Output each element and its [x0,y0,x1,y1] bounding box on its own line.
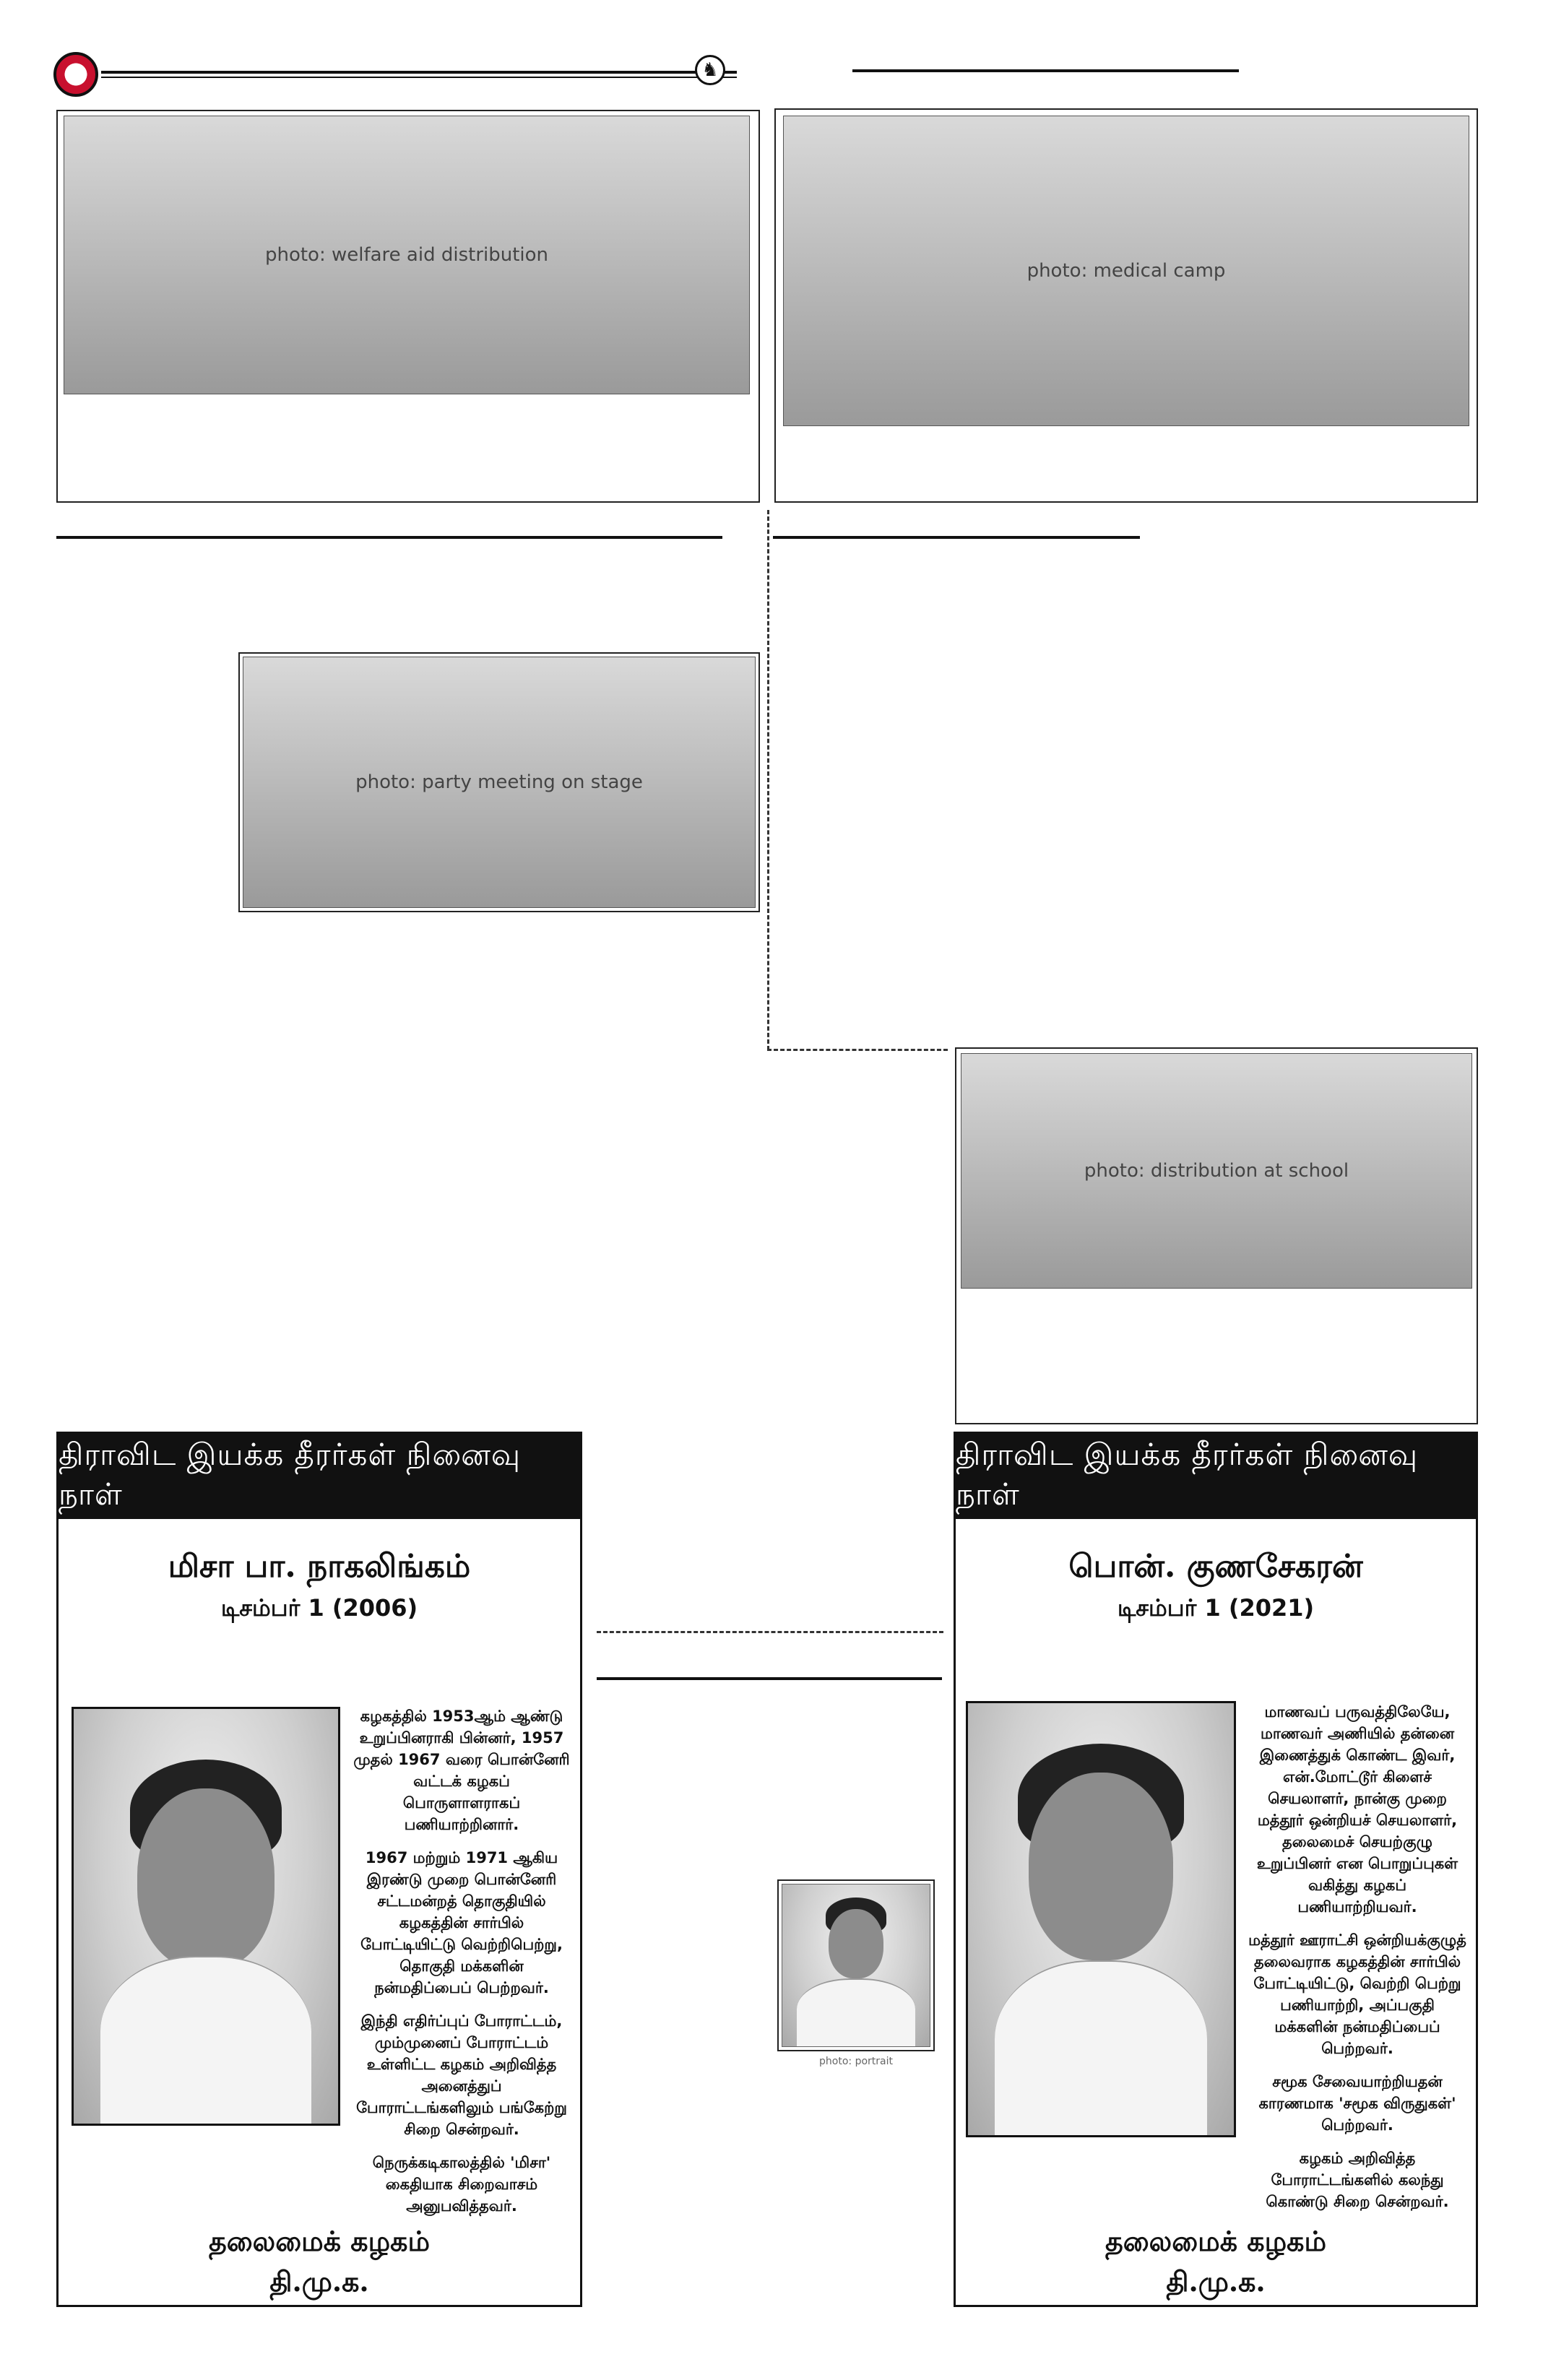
medical-camp-photo: photo: medical camp [783,116,1469,426]
rising-sun-icon [53,52,98,97]
small-portrait-photo [782,1884,930,2047]
hall-meeting-photo: photo: party meeting on stage [243,657,756,908]
memorial-heading: திராவிட இயக்க தீரர்கள் நினைவு நாள் [59,1434,580,1519]
memorial-bio-right: மாணவப் பருவத்திலேயே, மாணவர் அணியில் தன்னை இணைத்துக் கொண்ட இவர், என்.மோட்டூர் கிளைச் செயலாளர், நான்கு முறை மத்தூர் ஒன்றியச் செயலாளர், தலைமைச் செயற்குழு உறுப்பினர் என பொறுப்புகள் வகித்து கழகப் பணியாற்றியவர். மத்தூர் ஊராட்சி ஒன்றியக்குழுத் தலைவராக கழகத்தின் சார்பில் போட்டியிட்டு, வெற்றி பெற்று பணியாற்றி, அப்பகுதி மக்களின் நன்மதிப்பைப் பெற்றவர். சமூக சேவையாற்றியதன் காரணமாக 'சமூக விருதுகள்' பெற்றவர். கழகம் அறிவித்த போராட்டங்களில் கலந்து கொண்டு சிறை சென்றவர். [1248,1703,1466,2210]
memorial-portrait-right [966,1701,1236,2137]
memorial-name: மிசா பா. நாகலிங்கம் [168,1548,471,1585]
small-portrait-caption: photo: portrait [819,2056,893,2067]
middle-solid-rule [597,1677,942,1680]
right-section-rule [773,536,1140,539]
memorial-heading: திராவிட இயக்க தீரர்கள் நினைவு நாள் [956,1434,1476,1519]
memorial-portrait-left [72,1707,340,2126]
masthead-rule [101,71,737,74]
masthead-rule-thin [101,77,737,78]
middle-dashed-rule [597,1631,943,1633]
masthead-right-rule [852,69,1239,72]
party-symbol-icon: ♞ [695,55,725,85]
distribution-event-photo: photo: welfare aid distribution [64,116,750,394]
memorial-panel-right [954,1432,1478,2307]
memorial-panel-left [56,1432,582,2307]
memorial-bio-left: கழகத்தில் 1953ஆம் ஆண்டு உறுப்பினராகி பின்னர், 1957 முதல் 1967 வரை பொன்னேரி வட்டக் கழகப் பொருளாளராகப் பணியாற்றினார். 1967 மற்றும் 1971 ஆகிய இரண்டு முறை பொன்னேரி சட்டமன்றத் தொகுதியில் கழகத்தின் சார்பில் போட்டியிட்டு வெற்றிபெற்று, தொகுதி மக்களின் நன்மதிப்பைப் பெற்றவர். இந்தி எதிர்ப்புப் போராட்டம், மும்முனைப் போராட்டம் உள்ளிட்ட கழகம் அறிவித்த அனைத்துப் போராட்டங்களிலும் பங்கேற்று சிறை சென்றவர். நெருக்கடிகாலத்தில் 'மிசா' கைதியாக சிறைவாசம் அனுபவித்தவர். [353,1708,570,2215]
column-divider-dashed [767,510,769,1050]
school-distribution-photo: photo: distribution at school [961,1053,1472,1289]
column-divider-dashed-turn [767,1049,948,1051]
memorial-footer-left: தலைமைக் கழகம் தி.மு.க. [208,2225,431,2298]
masthead [51,49,730,100]
left-section-rule [56,536,722,539]
memorial-date: டிசம்பர் 1 (2021) [1117,1594,1315,1622]
memorial-name: பொன். குணசேகரன் [1068,1548,1363,1585]
memorial-footer-right: தலைமைக் கழகம் தி.மு.க. [1105,2225,1327,2298]
memorial-date: டிசம்பர் 1 (2006) [220,1594,418,1622]
